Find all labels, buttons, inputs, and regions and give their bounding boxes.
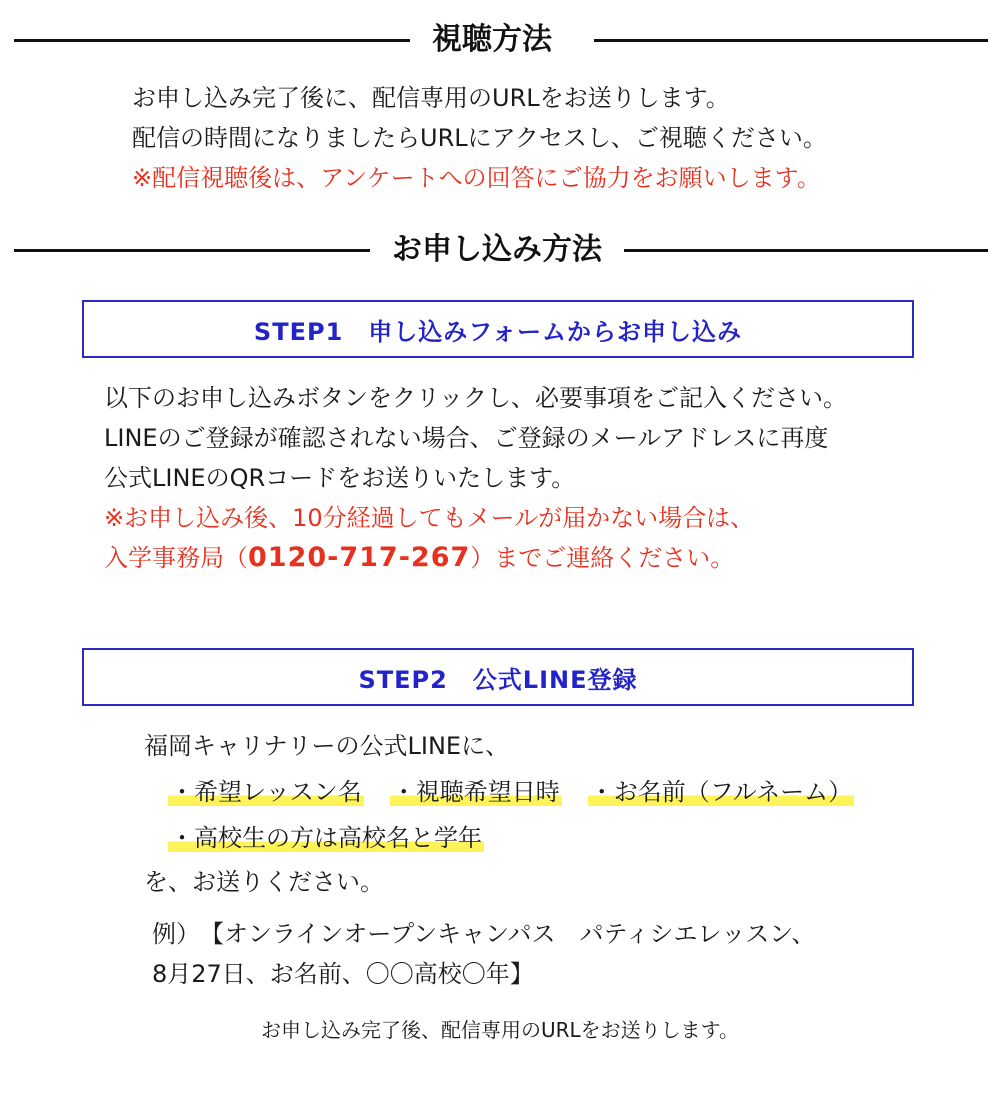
step2-outro: を、お送りください。 — [144, 868, 384, 896]
viewing-instructions — [132, 78, 827, 198]
step2-example — [152, 914, 815, 994]
bullet-viewing-datetime: ・視聴希望日時 — [391, 778, 560, 806]
section-title-viewing: 視聴方法 — [432, 22, 552, 57]
phone-number: 0120-717-267 — [248, 542, 471, 573]
viewing-survey-note: ※配信視聴後は、アンケートへの回答にご協力をお願いします。 — [132, 164, 821, 192]
heading-rule-right — [594, 39, 988, 42]
step1-warning-line: ※お申し込み後、10分経過してもメールが届かない場合は、 — [104, 504, 755, 532]
contact-suffix: ）までご連絡ください。 — [470, 544, 735, 572]
step2-bullets-row-2 — [168, 818, 484, 858]
heading-rule-right — [624, 249, 988, 252]
bullet-lesson-name: ・希望レッスン名 — [170, 778, 362, 806]
step1-instructions — [104, 378, 847, 578]
section-heading-viewing — [0, 20, 1000, 60]
step2-header — [82, 648, 914, 706]
viewing-line-1: お申し込み完了後に、配信専用のURLをお送りします。 — [132, 84, 730, 112]
step2-title: STEP2 公式LINE登録 — [358, 665, 638, 694]
step1-line-1: 以下のお申し込みボタンをクリックし、必要事項をご記入ください。 — [104, 384, 848, 412]
example-line-1: 例） 【オンラインオープンキャンパス パティシエレッスン、 — [152, 920, 816, 948]
contact-prefix: 入学事務局（ — [104, 544, 248, 572]
step1-title: STEP1 申し込みフォームからお申し込み — [253, 317, 743, 346]
section-title-application: お申し込み方法 — [392, 232, 602, 267]
step1-contact-line — [104, 538, 847, 578]
step2-intro: 福岡キャリナリーの公式LINEに、 — [144, 732, 510, 760]
heading-rule-left — [14, 39, 410, 42]
step1-header — [82, 300, 914, 358]
section-heading-application — [0, 230, 1000, 270]
bullet-school-grade: ・高校生の方は高校名と学年 — [170, 824, 482, 852]
step1-line-2: LINEのご登録が確認されない場合、ご登録のメールアドレスに再度 — [104, 424, 829, 452]
viewing-line-2: 配信の時間になりましたらURLにアクセスし、ご視聴ください。 — [132, 124, 827, 152]
step1-line-3: 公式LINEのQRコードをお送りいたします。 — [104, 464, 576, 492]
bullet-full-name: ・お名前（フルネーム） — [589, 778, 853, 806]
heading-rule-left — [14, 249, 370, 252]
step2-bullets-row-1 — [168, 772, 854, 812]
example-line-2: 8月27日、お名前、〇〇高校〇年】 — [152, 960, 534, 988]
completion-note: お申し込み完了後、配信専用のURLをお送りします。 — [260, 1018, 740, 1042]
